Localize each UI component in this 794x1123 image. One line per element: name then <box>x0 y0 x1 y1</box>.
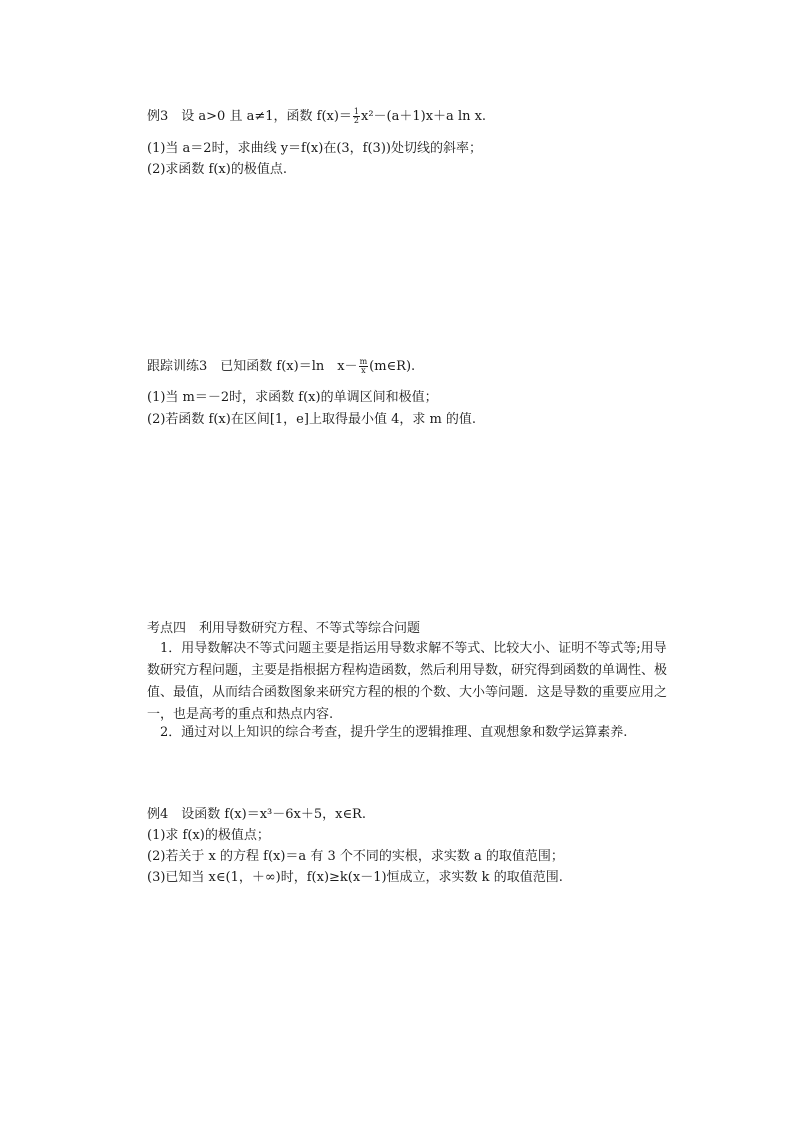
practice3-question-1: (1)当 m＝－2时，求函数 f(x)的单调区间和极值； <box>147 390 438 405</box>
example3-question-1: (1)当 a＝2时，求曲线 y＝f(x)在(3，f(3))处切线的斜率； <box>147 141 482 156</box>
example4-question-1: (1)求 f(x)的极值点； <box>147 828 270 843</box>
example3-title-prefix: 例3 设 a>0 且 a≠1，函数 f(x)＝ <box>147 109 352 124</box>
practice3-title <box>147 358 415 376</box>
example3-title-suffix: x²－(a＋1)x＋a ln x. <box>361 109 487 124</box>
example4-question-2: (2)若关于 x 的方程 f(x)＝a 有 3 个不同的实根，求实数 a 的取值范围； <box>147 849 564 864</box>
practice3-title-prefix: 跟踪训练3 已知函数 f(x)＝ln x－ <box>147 359 358 374</box>
example3-question-2: (2)求函数 f(x)的极值点. <box>147 162 287 177</box>
example3-frac-den: 2 <box>353 116 360 125</box>
example4-question-3: (3)已知当 x∈(1，＋∞)时，f(x)≥k(x－1)恒成立，求实数 k 的取值范围. <box>147 870 563 885</box>
practice3-frac-num: m <box>359 357 368 366</box>
section4-paragraph-1: 1．用导数解决不等式问题主要是指运用导数求解不等式、比较大小、证明不等式等;用导数研究方程问题，主要是指根据方程构造函数，然后利用导数，研究得到函数的单调性、极值、最值，从而结合函数图象来研究方程的根的个数、大小等问题．这是导数的重要应用之一，也是高考的重点和热点内容. <box>147 641 668 722</box>
practice3-fraction <box>359 358 369 375</box>
example3-fraction <box>353 108 360 125</box>
section4-paragraph-2: 2．通过对以上知识的综合考查，提升学生的逻辑推理、直观想象和数学运算素养. <box>160 725 628 740</box>
example3-title <box>147 108 486 126</box>
example3-frac-num: 1 <box>353 107 360 116</box>
section4-heading: 考点四 利用导数研究方程、不等式等综合问题 <box>147 621 421 636</box>
practice3-title-suffix: (m∈R). <box>369 359 416 374</box>
practice3-frac-den: x <box>361 366 366 375</box>
practice3-question-2: (2)若函数 f(x)在区间[1，e]上取得最小值 4，求 m 的值. <box>147 412 477 427</box>
example4-title: 例4 设函数 f(x)＝x³－6x＋5，x∈R. <box>147 807 366 822</box>
